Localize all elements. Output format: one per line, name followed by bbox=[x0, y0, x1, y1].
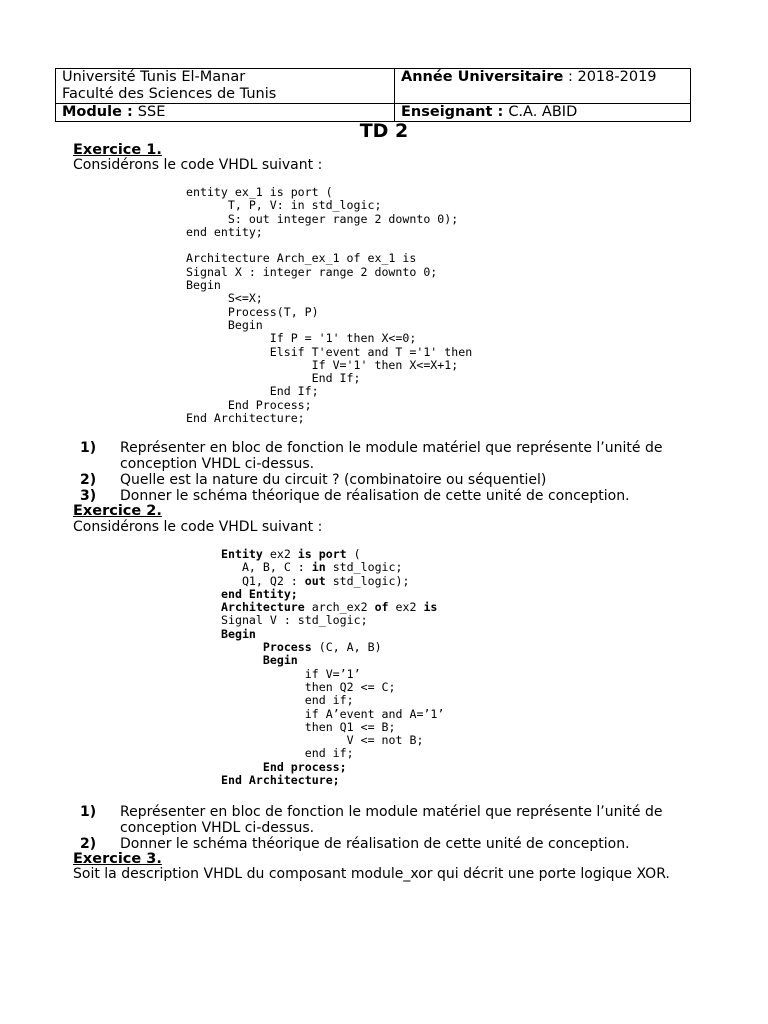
code-line bbox=[221, 707, 444, 721]
code-line: end entity; bbox=[186, 224, 263, 239]
code-line bbox=[221, 746, 354, 760]
code-line: S<=X; bbox=[186, 291, 263, 306]
code-text: then Q1 <= B; bbox=[221, 719, 396, 734]
header-teacher-cell bbox=[395, 104, 691, 122]
exercise-2-code bbox=[221, 548, 444, 787]
code-line bbox=[221, 587, 298, 601]
code-text: end if; bbox=[221, 693, 354, 708]
code-line: Process(T, P) bbox=[186, 304, 319, 319]
question-text: Représenter en bloc de fonction le module matériel que représente l’unité de conception VHDL ci-dessus. bbox=[120, 440, 663, 472]
code-line: End If; bbox=[186, 384, 319, 399]
code-text: A, B, C : bbox=[221, 560, 312, 575]
code-text: V <= not B; bbox=[221, 733, 424, 748]
question-text: Donner le schéma théorique de réalisation de cette unité de conception. bbox=[120, 836, 630, 852]
code-keyword: Process bbox=[221, 640, 312, 655]
code-keyword: Begin bbox=[221, 653, 298, 668]
question-number: 1) bbox=[80, 440, 97, 456]
code-keyword: is bbox=[423, 600, 438, 615]
code-line: End Architecture; bbox=[186, 411, 305, 426]
code-text: arch_ex2 bbox=[304, 600, 375, 615]
code-keyword: of bbox=[374, 600, 389, 615]
question-item bbox=[80, 836, 700, 852]
question-item bbox=[80, 472, 700, 488]
code-line: entity ex_1 is port ( bbox=[186, 185, 333, 199]
exercise-1-code bbox=[186, 186, 472, 425]
code-line: Signal X : integer range 2 downto 0; bbox=[186, 264, 438, 279]
code-line bbox=[221, 733, 423, 747]
code-line: Begin bbox=[186, 317, 263, 332]
teacher-value: C.A. ABID bbox=[508, 104, 578, 120]
code-text: end if; bbox=[221, 746, 354, 761]
question-number: 3) bbox=[80, 488, 97, 504]
code-line bbox=[221, 773, 340, 787]
header-institution-cell bbox=[56, 69, 395, 104]
exercise-1-intro: Considérons le code VHDL suivant : bbox=[73, 157, 323, 173]
exercise-2-intro: Considérons le code VHDL suivant : bbox=[73, 519, 323, 535]
code-line bbox=[221, 547, 361, 561]
code-line bbox=[221, 613, 368, 627]
code-keyword: Architecture bbox=[221, 600, 305, 615]
code-line bbox=[221, 560, 403, 574]
code-line: Architecture Arch_ex_1 of ex_1 is bbox=[186, 251, 417, 266]
code-line bbox=[221, 640, 382, 654]
code-line bbox=[221, 627, 256, 641]
code-keyword: out bbox=[304, 573, 326, 588]
code-text: Signal V : std_logic; bbox=[221, 613, 368, 628]
question-number: 1) bbox=[80, 804, 97, 820]
question-text: Quelle est la nature du circuit ? (combinatoire ou séquentiel) bbox=[120, 472, 547, 488]
code-text: ex2 bbox=[388, 600, 424, 615]
code-line: T, P, V: in std_logic; bbox=[186, 198, 382, 213]
code-text: ex2 bbox=[262, 547, 298, 561]
code-text: std_logic); bbox=[325, 573, 410, 588]
question-text: Donner le schéma théorique de réalisation de cette unité de conception. bbox=[120, 488, 630, 504]
code-text: std_logic; bbox=[325, 560, 403, 575]
question-text: Représenter en bloc de fonction le module matériel que représente l’unité de conception VHDL ci-dessus. bbox=[120, 804, 663, 836]
code-line: S: out integer range 2 downto 0); bbox=[186, 211, 459, 226]
code-line: If V='1' then X<=X+1; bbox=[186, 357, 459, 372]
code-keyword: End process; bbox=[221, 759, 347, 774]
header-module-cell bbox=[56, 104, 395, 122]
question-item bbox=[80, 804, 700, 836]
question-item bbox=[80, 488, 700, 504]
code-line: Elsif T'event and T ='1' then bbox=[186, 344, 473, 359]
exercise-1-title: Exercice 1. bbox=[73, 142, 162, 158]
university-name: Université Tunis El-Manar bbox=[62, 69, 246, 85]
code-line bbox=[221, 760, 347, 774]
faculty-name: Faculté des Sciences de Tunis bbox=[62, 86, 277, 102]
code-line: If P = '1' then X<=0; bbox=[186, 331, 417, 346]
code-keyword: Begin bbox=[221, 626, 256, 641]
exercise-2-title: Exercice 2. bbox=[73, 503, 162, 519]
code-line bbox=[221, 653, 298, 667]
teacher-label: Enseignant : bbox=[401, 104, 509, 120]
code-keyword: in bbox=[311, 560, 326, 575]
year-label: Année Universitaire bbox=[401, 69, 564, 85]
code-text: (C, A, B) bbox=[311, 640, 382, 655]
exercise-1-questions bbox=[80, 440, 700, 504]
page-title: TD 2 bbox=[359, 120, 409, 142]
exercise-2-questions bbox=[80, 804, 700, 852]
code-line bbox=[221, 574, 409, 588]
code-keyword: is port bbox=[297, 547, 347, 561]
header-year-cell bbox=[395, 69, 691, 104]
exercise-3-intro: Soit la description VHDL du composant module_xor qui décrit une porte logique XOR. bbox=[73, 866, 670, 882]
question-number: 2) bbox=[80, 472, 97, 488]
year-value: : 2018-2019 bbox=[563, 69, 657, 85]
code-keyword: end Entity; bbox=[221, 586, 298, 601]
code-text: if A’event and A=’1’ bbox=[221, 706, 445, 721]
code-line: Begin bbox=[186, 278, 221, 293]
code-line: End If; bbox=[186, 371, 361, 386]
code-line bbox=[221, 693, 354, 707]
code-keyword: End Architecture; bbox=[221, 773, 340, 788]
header-table bbox=[55, 68, 691, 122]
code-text: then Q2 <= C; bbox=[221, 679, 396, 694]
question-number: 2) bbox=[80, 836, 97, 852]
exercise-3-title: Exercice 3. bbox=[73, 851, 162, 867]
code-text: if V=’1’ bbox=[221, 666, 361, 681]
code-line bbox=[221, 680, 396, 694]
code-line bbox=[221, 667, 361, 681]
module-value: SSE bbox=[137, 104, 166, 120]
code-text: ( bbox=[346, 547, 361, 561]
code-line: End Process; bbox=[186, 397, 312, 412]
code-line bbox=[221, 720, 396, 734]
code-text: Q1, Q2 : bbox=[221, 573, 305, 588]
code-keyword: Entity bbox=[221, 547, 263, 561]
question-item bbox=[80, 440, 700, 472]
code-line bbox=[221, 600, 437, 614]
module-label: Module : bbox=[62, 104, 138, 120]
